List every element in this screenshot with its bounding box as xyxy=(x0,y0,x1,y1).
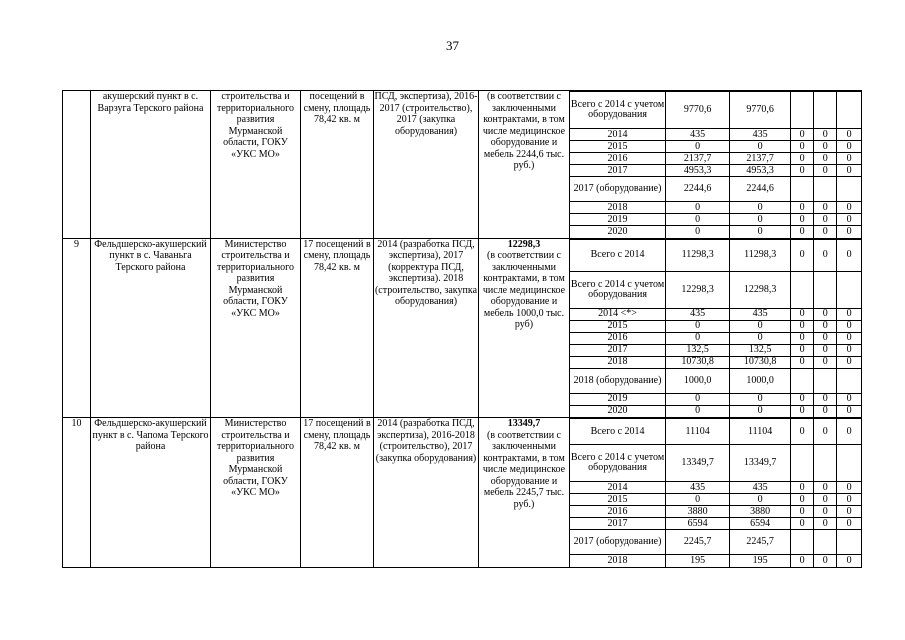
financing-value: 12298,3 xyxy=(666,271,730,308)
financing-value: 0 xyxy=(814,419,837,445)
financing-value: 0 xyxy=(730,141,791,153)
financing-value: 0 xyxy=(791,506,814,518)
financing-value: 435 xyxy=(666,308,730,320)
financing-value: 0 xyxy=(837,356,861,368)
financing-label: 2018 (оборудование) xyxy=(570,368,666,393)
financing-value: 1000,0 xyxy=(730,368,791,393)
financing-label: 2019 xyxy=(570,393,666,405)
implementation-period: ПСД, экспертиза), 2016-2017 (строительство), 2017 (закупка оборудования) xyxy=(374,91,479,239)
financing-value: 0 xyxy=(666,494,730,506)
financing-value: 0 xyxy=(791,153,814,165)
financing-value: 0 xyxy=(730,405,791,417)
financing-value: 0 xyxy=(814,141,837,153)
financing-value xyxy=(837,368,861,393)
financing-label: Всего с 2014 с учетом оборудования xyxy=(570,271,666,308)
financing-value: 0 xyxy=(837,320,861,332)
financing-value: 0 xyxy=(730,494,791,506)
financing-value xyxy=(814,445,837,482)
financing-value xyxy=(791,177,814,202)
financing-value: 0 xyxy=(791,356,814,368)
financing-value: 0 xyxy=(791,239,814,271)
financing-label: 2018 xyxy=(570,356,666,368)
financing-value xyxy=(837,530,861,555)
financing-row xyxy=(570,506,861,518)
financing-value xyxy=(814,368,837,393)
financing-value: 0 xyxy=(814,226,837,238)
financing-value: 0 xyxy=(814,214,837,226)
financing-value: 0 xyxy=(791,141,814,153)
financing-value: 0 xyxy=(837,518,861,530)
block-number: 10 xyxy=(63,418,91,568)
financing-table xyxy=(570,91,861,238)
financing-value: 1000,0 xyxy=(666,368,730,393)
financing-table xyxy=(570,418,861,567)
financing-row xyxy=(570,368,861,393)
financing-value: 132,5 xyxy=(730,344,791,356)
financing-value: 0 xyxy=(666,320,730,332)
financing-value xyxy=(814,271,837,308)
cost-value: 12298,3 xyxy=(507,238,541,250)
financing-row xyxy=(570,482,861,494)
financing-label: 2016 xyxy=(570,332,666,344)
financing-value: 0 xyxy=(814,405,837,417)
financing-value: 0 xyxy=(730,320,791,332)
financing-label: 2017 xyxy=(570,165,666,177)
financing-cell xyxy=(570,91,862,239)
financing-row xyxy=(570,518,861,530)
financing-table xyxy=(570,239,861,418)
financing-value: 2245,7 xyxy=(666,530,730,555)
financing-value: 0 xyxy=(814,344,837,356)
financing-row xyxy=(570,226,861,238)
financing-value: 0 xyxy=(791,214,814,226)
financing-row xyxy=(570,356,861,368)
financing-value: 0 xyxy=(814,202,837,214)
financing-value: 0 xyxy=(814,308,837,320)
capacity: посещений в смену, площадь 78,42 кв. м xyxy=(301,91,374,239)
financing-value: 0 xyxy=(837,214,861,226)
financing-label: 2014 xyxy=(570,129,666,141)
financing-value: 2244,6 xyxy=(666,177,730,202)
financing-value: 0 xyxy=(837,129,861,141)
financing-value xyxy=(837,271,861,308)
financing-value: 12298,3 xyxy=(730,271,791,308)
financing-label: 2016 xyxy=(570,153,666,165)
financing-label: Всего с 2014 с учетом оборудования xyxy=(570,92,666,129)
financing-value: 2245,7 xyxy=(730,530,791,555)
financing-value: 435 xyxy=(666,482,730,494)
financing-value: 0 xyxy=(791,129,814,141)
financing-value: 9770,6 xyxy=(666,92,730,129)
financing-value xyxy=(791,92,814,129)
financing-value: 9770,6 xyxy=(730,92,791,129)
cost-cell xyxy=(479,418,570,568)
financing-row xyxy=(570,141,861,153)
financing-label: 2015 xyxy=(570,494,666,506)
financing-row xyxy=(570,405,861,417)
block-row xyxy=(63,418,862,568)
financing-value: 0 xyxy=(837,153,861,165)
financing-value xyxy=(791,445,814,482)
financing-value: 11298,3 xyxy=(666,239,730,271)
financing-value xyxy=(837,92,861,129)
block-number xyxy=(63,91,91,239)
financing-value: 0 xyxy=(730,214,791,226)
financing-value: 0 xyxy=(837,332,861,344)
object-name: акушерский пункт в с. Варзуга Терского района xyxy=(91,91,211,239)
financing-value: 435 xyxy=(666,129,730,141)
financing-value: 0 xyxy=(814,165,837,177)
financing-label: 2017 xyxy=(570,518,666,530)
financing-value: 0 xyxy=(837,506,861,518)
financing-label: Всего с 2014 xyxy=(570,419,666,445)
financing-label: 2016 xyxy=(570,506,666,518)
financing-row xyxy=(570,202,861,214)
financing-value: 3880 xyxy=(666,506,730,518)
financing-value xyxy=(837,445,861,482)
financing-value: 0 xyxy=(814,320,837,332)
financing-value: 0 xyxy=(791,494,814,506)
financing-label: Всего с 2014 xyxy=(570,239,666,271)
financing-value: 0 xyxy=(791,332,814,344)
financing-value: 0 xyxy=(791,482,814,494)
financing-value: 0 xyxy=(837,141,861,153)
financing-label: 2015 xyxy=(570,320,666,332)
block-row xyxy=(63,238,862,418)
financing-value: 0 xyxy=(814,555,837,567)
financing-value: 0 xyxy=(837,165,861,177)
financing-value: 11104 xyxy=(730,419,791,445)
financing-row xyxy=(570,92,861,129)
financing-label: 2018 xyxy=(570,202,666,214)
program-table xyxy=(62,90,862,568)
financing-value xyxy=(814,177,837,202)
financing-label: 2014 xyxy=(570,482,666,494)
financing-label: 2020 xyxy=(570,405,666,417)
financing-row xyxy=(570,214,861,226)
financing-value xyxy=(791,271,814,308)
financing-value: 0 xyxy=(791,344,814,356)
capacity: 17 посещений в смену, площадь 78,42 кв. м xyxy=(301,418,374,568)
financing-value: 0 xyxy=(791,165,814,177)
financing-value: 195 xyxy=(730,555,791,567)
object-name: Фельдшерско-акушерский пункт в с. Чапома Терского района xyxy=(91,418,211,568)
financing-value: 0 xyxy=(814,506,837,518)
cost-cell xyxy=(479,238,570,418)
financing-value: 0 xyxy=(837,393,861,405)
financing-row xyxy=(570,308,861,320)
financing-value: 0 xyxy=(791,419,814,445)
financing-value: 0 xyxy=(791,226,814,238)
capacity: 17 посещений в смену, площадь 78,42 кв. м xyxy=(301,238,374,418)
financing-value: 4953,3 xyxy=(730,165,791,177)
financing-value: 132,5 xyxy=(666,344,730,356)
financing-value xyxy=(837,177,861,202)
financing-value: 0 xyxy=(814,129,837,141)
financing-value: 0 xyxy=(666,141,730,153)
financing-row xyxy=(570,153,861,165)
financing-value: 0 xyxy=(837,308,861,320)
financing-value: 195 xyxy=(666,555,730,567)
financing-value: 11104 xyxy=(666,419,730,445)
financing-label: 2018 xyxy=(570,555,666,567)
financing-value: 0 xyxy=(730,226,791,238)
financing-value: 0 xyxy=(730,202,791,214)
financing-value: 0 xyxy=(814,494,837,506)
financing-value: 0 xyxy=(791,555,814,567)
responsible-org: Министерство строительства и территориального развития Мурманской области, ГОКУ «УКС МО» xyxy=(211,418,301,568)
financing-label: 2015 xyxy=(570,141,666,153)
financing-value xyxy=(814,92,837,129)
financing-value: 0 xyxy=(837,202,861,214)
financing-value: 0 xyxy=(791,405,814,417)
financing-value: 13349,7 xyxy=(730,445,791,482)
cost-value: 13349,7 xyxy=(507,418,541,429)
financing-value: 0 xyxy=(837,226,861,238)
financing-row xyxy=(570,445,861,482)
financing-label: 2019 xyxy=(570,214,666,226)
implementation-period: 2014 (разработка ПСД, экспертиза), 2017 (корректура ПСД, экспертиза). 2018 (строительство, закупка оборудования) xyxy=(374,238,479,418)
financing-value: 0 xyxy=(814,518,837,530)
financing-label: 2020 xyxy=(570,226,666,238)
block-row xyxy=(63,91,862,239)
responsible-org: Министерство строительства и территориального развития Мурманской области, ГОКУ «УКС МО» xyxy=(211,238,301,418)
financing-row xyxy=(570,271,861,308)
responsible-org: строительства и территориального развития Мурманской области, ГОКУ «УКС МО» xyxy=(211,91,301,239)
financing-label: 2017 (оборудование) xyxy=(570,177,666,202)
financing-row xyxy=(570,165,861,177)
financing-value: 0 xyxy=(666,405,730,417)
financing-row xyxy=(570,555,861,567)
financing-label: 2017 (оборудование) xyxy=(570,530,666,555)
financing-value: 0 xyxy=(814,356,837,368)
financing-row xyxy=(570,129,861,141)
financing-value: 0 xyxy=(837,405,861,417)
financing-value: 6594 xyxy=(730,518,791,530)
financing-value: 0 xyxy=(837,239,861,271)
financing-value: 6594 xyxy=(666,518,730,530)
cost-note: (в соответствии с заключенными контрактами, в том числе медицинское оборудование и мебель 2244,6 тыс. руб.) xyxy=(482,91,566,171)
financing-label: 2017 xyxy=(570,344,666,356)
block-number: 9 xyxy=(63,238,91,418)
financing-value: 0 xyxy=(666,202,730,214)
financing-cell xyxy=(570,418,862,568)
financing-value: 0 xyxy=(791,518,814,530)
financing-value: 435 xyxy=(730,308,791,320)
financing-row xyxy=(570,320,861,332)
financing-value: 0 xyxy=(814,482,837,494)
financing-value: 0 xyxy=(666,332,730,344)
financing-value: 435 xyxy=(730,129,791,141)
financing-value: 11298,3 xyxy=(730,239,791,271)
financing-row xyxy=(570,344,861,356)
financing-value: 0 xyxy=(791,308,814,320)
object-name: Фельдшерско-акушерский пункт в с. Чаваньга Терского района xyxy=(91,238,211,418)
financing-value: 2137,7 xyxy=(730,153,791,165)
financing-row xyxy=(570,530,861,555)
cost-note: (в соответствии с заключенными контрактами, в том числе медицинское оборудование и мебель 1000,0 тыс. руб) xyxy=(482,250,566,330)
financing-row xyxy=(570,419,861,445)
financing-value: 3880 xyxy=(730,506,791,518)
financing-value: 0 xyxy=(814,393,837,405)
financing-value: 0 xyxy=(837,494,861,506)
financing-value: 0 xyxy=(730,393,791,405)
financing-value: 0 xyxy=(837,555,861,567)
financing-value: 0 xyxy=(666,393,730,405)
financing-row xyxy=(570,239,861,271)
financing-value: 10730,8 xyxy=(666,356,730,368)
financing-value: 0 xyxy=(666,214,730,226)
implementation-period: 2014 (разработка ПСД, экспертиза), 2016-2018 (строительство), 2017 (закупка оборудования) xyxy=(374,418,479,568)
financing-label: Всего с 2014 с учетом оборудования xyxy=(570,445,666,482)
cost-note: (в соответствии с заключенными контрактами, в том числе медицинское оборудование и мебель 2245,7 тыс. руб.) xyxy=(482,429,566,510)
financing-value: 0 xyxy=(814,153,837,165)
financing-value xyxy=(791,530,814,555)
financing-row xyxy=(570,332,861,344)
financing-value: 10730,8 xyxy=(730,356,791,368)
cost-cell xyxy=(479,91,570,239)
financing-value: 0 xyxy=(814,239,837,271)
financing-value: 13349,7 xyxy=(666,445,730,482)
financing-value: 0 xyxy=(837,419,861,445)
financing-row xyxy=(570,177,861,202)
financing-label: 2014 <*> xyxy=(570,308,666,320)
financing-row xyxy=(570,393,861,405)
financing-cell xyxy=(570,238,862,418)
financing-value: 4953,3 xyxy=(666,165,730,177)
financing-value: 0 xyxy=(837,344,861,356)
financing-value: 0 xyxy=(837,482,861,494)
financing-value xyxy=(814,530,837,555)
financing-value: 0 xyxy=(791,202,814,214)
financing-value xyxy=(791,368,814,393)
financing-row xyxy=(570,494,861,506)
page-number: 37 xyxy=(446,38,459,53)
financing-value: 0 xyxy=(666,226,730,238)
financing-value: 0 xyxy=(791,393,814,405)
financing-value: 0 xyxy=(791,320,814,332)
financing-value: 2244,6 xyxy=(730,177,791,202)
financing-value: 435 xyxy=(730,482,791,494)
financing-value: 0 xyxy=(814,332,837,344)
financing-value: 2137,7 xyxy=(666,153,730,165)
financing-value: 0 xyxy=(730,332,791,344)
